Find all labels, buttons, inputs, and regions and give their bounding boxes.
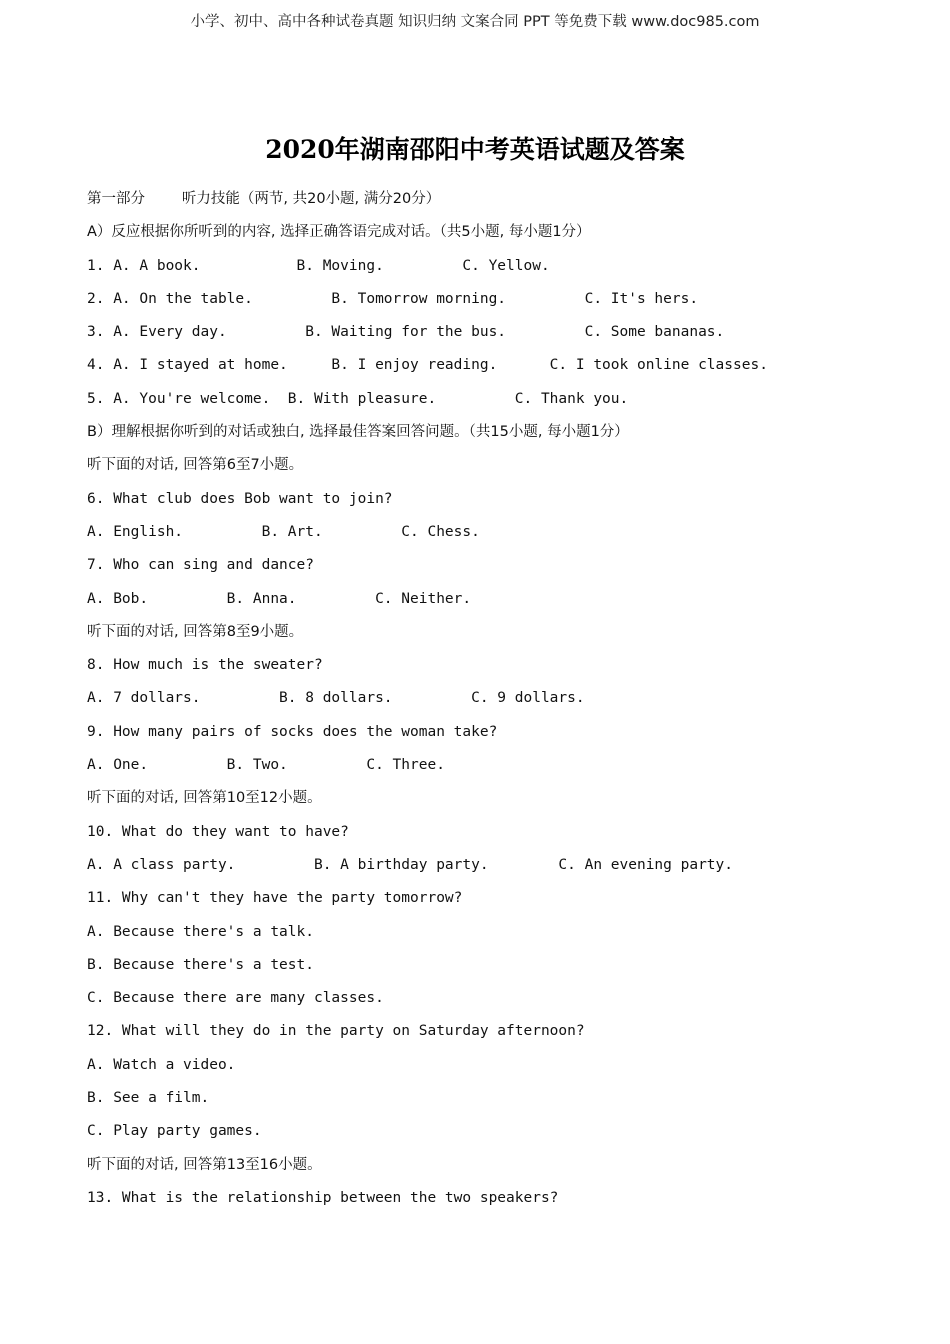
- answer-option: A. Because there's a talk.: [87, 923, 314, 940]
- answer-options: A. 7 dollars. B. 8 dollars. C. 9 dollars.: [87, 690, 585, 707]
- site-header: 小学、初中、高中各种试卷真题 知识归纳 文案合同 PPT 等免费下载 www.doc985.com: [190, 14, 760, 30]
- question-text: 11. Why can't they have the party tomorrow?: [87, 890, 463, 907]
- question-line: 3. A. Every day. B. Waiting for the bus. C. Some bananas.: [87, 324, 725, 341]
- question-text: 8. How much is the sweater?: [87, 657, 323, 674]
- exam-content: [87, 183, 887, 1215]
- question-text: 12. What will they do in the party on Saturday afternoon?: [87, 1023, 585, 1040]
- listening-instruction: 听下面的对话, 回答第8至9小题。: [87, 623, 304, 640]
- question-text: 13. What is the relationship between the two speakers?: [87, 1189, 559, 1206]
- answer-option: B. Because there's a test.: [87, 956, 314, 973]
- answer-options: A. English. B. Art. C. Chess.: [87, 523, 480, 540]
- question-line: 1. A. A book. B. Moving. C. Yellow.: [87, 257, 550, 274]
- answer-options: A. Bob. B. Anna. C. Neither.: [87, 590, 472, 607]
- answer-option: C. Because there are many classes.: [87, 990, 384, 1007]
- question-text: 6. What club does Bob want to join?: [87, 490, 393, 507]
- listening-instruction: 听下面的对话, 回答第6至7小题。: [87, 457, 304, 474]
- answer-options: A. A class party. B. A birthday party. C. An evening party.: [87, 856, 734, 873]
- question-line: 2. A. On the table. B. Tomorrow morning. C. It's hers.: [87, 290, 699, 307]
- answer-options: A. One. B. Two. C. Three.: [87, 757, 445, 774]
- answer-option: A. Watch a video.: [87, 1056, 236, 1073]
- listening-instruction: 听下面的对话, 回答第13至16小题。: [87, 1156, 322, 1173]
- question-text: 9. How many pairs of socks does the woman take?: [87, 723, 498, 740]
- subsection-instruction: A）反应根据你所听到的内容, 选择正确答语完成对话。（共5小题, 每小题1分）: [87, 224, 591, 241]
- answer-option: B. See a film.: [87, 1090, 210, 1107]
- question-line: 5. A. You're welcome. B. With pleasure. C. Thank you.: [87, 390, 629, 407]
- section-heading: 第一部分 听力技能（两节, 共20小题, 满分20分）: [87, 191, 441, 207]
- question-text: 10. What do they want to have?: [87, 823, 349, 840]
- question-text: 7. Who can sing and dance?: [87, 557, 314, 574]
- answer-option: C. Play party games.: [87, 1123, 262, 1140]
- subsection-instruction: B）理解根据你听到的对话或独白, 选择最佳答案回答问题。（共15小题, 每小题1分）: [87, 424, 629, 441]
- listening-instruction: 听下面的对话, 回答第10至12小题。: [87, 790, 322, 807]
- page-title: 2020年湖南邵阳中考英语试题及答案: [265, 135, 685, 164]
- question-line: 4. A. I stayed at home. B. I enjoy reading. C. I took online classes.: [87, 357, 768, 374]
